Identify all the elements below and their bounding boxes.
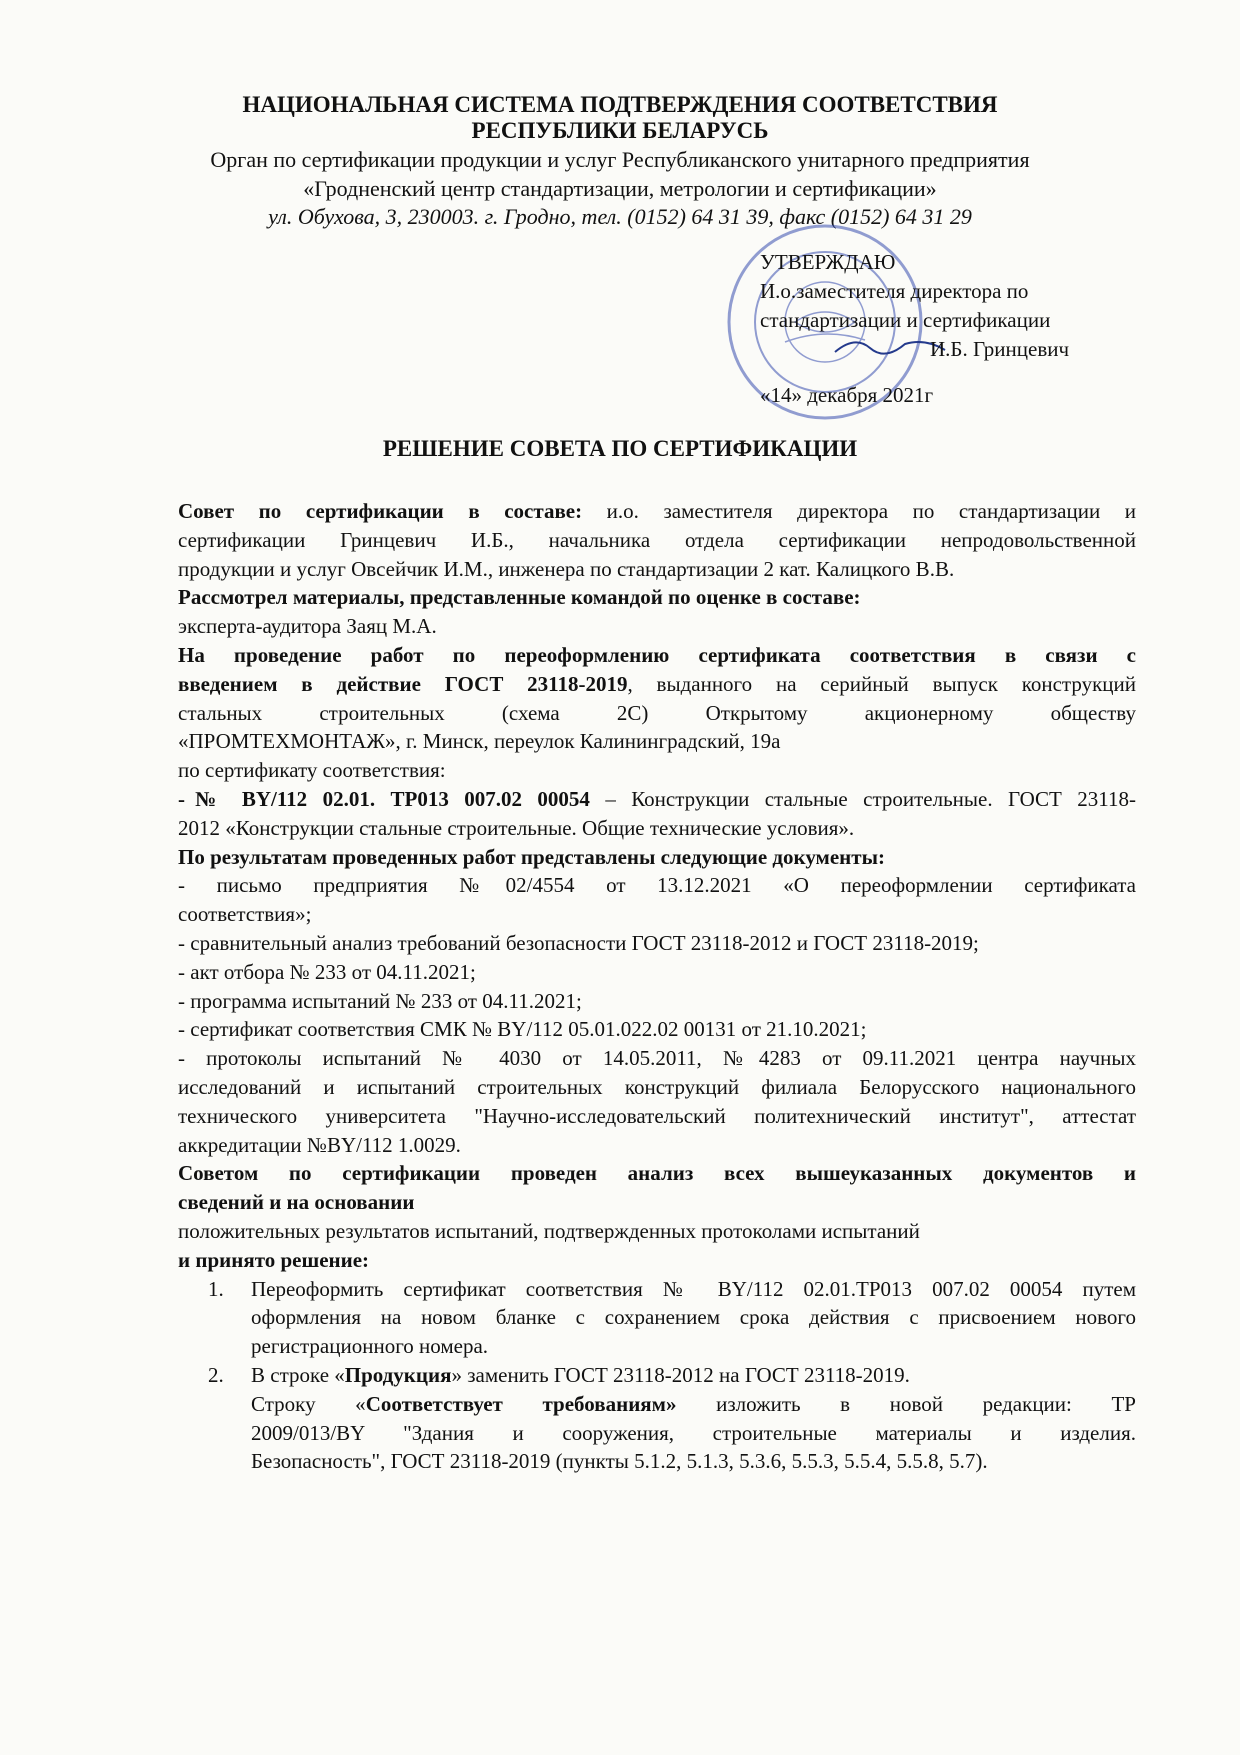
decision-item: 2. В строке «Продукция» заменить ГОСТ 23118-2012 на ГОСТ 23118-2019. — [208, 1362, 910, 1387]
work-line: по сертификату соответствия: — [178, 758, 446, 783]
document-item: - сертификат соответствия СМК № BY/112 05.01.022.02 00131 от 21.10.2021; — [178, 1017, 867, 1042]
reviewed-text: эксперта-аудитора Заяц М.А. — [178, 614, 437, 639]
decision-item-cont: 2009/013/BY "Здания и сооружения, строительные материалы и изделия. — [251, 1420, 1136, 1445]
work-line: стальных строительных (схема 2С) Открытому акционерному обществу — [178, 700, 1136, 725]
document-item: - письмо предприятия №02/4554 от 13.12.2021 «О переоформлении сертификата — [178, 873, 1136, 898]
document-item: - сравнительный анализ требований безопасности ГОСТ 23118-2012 и ГОСТ 23118-2019; — [178, 930, 979, 955]
work-line: «ПРОМТЕХМОНТАЖ», г. Минск, переулок Калининградский, 19а — [178, 729, 781, 754]
header-address: ул. Обухова, 3, 230003. г. Гродно, тел. (0152) 64 31 39, факс (0152) 64 31 29 — [268, 204, 972, 229]
approval-signer: И.Б. Гринцевич — [930, 337, 1070, 361]
document-item: - программа испытаний № 233 от 04.11.2021; — [178, 988, 582, 1013]
analysis-line: Советом по сертификации проведен анализ всех вышеуказанных документов и — [178, 1161, 1136, 1186]
decision-item: 1. Переоформить сертификат соответствия № BY/112 02.01.ТР013 007.02 00054 путем — [208, 1276, 1136, 1301]
document-item: технического университета "Научно-исследовательский политехнический институт", аттестат — [178, 1103, 1136, 1128]
analysis-line: сведений и на основании — [178, 1190, 415, 1215]
header-system-title: НАЦИОНАЛЬНАЯ СИСТЕМА ПОДТВЕРЖДЕНИЯ СООТВЕТСТВИЯ — [242, 92, 998, 117]
document-item: соответствия»; — [178, 902, 312, 927]
header-organization-name: «Гродненский центр стандартизации, метрологии и сертификации» — [303, 176, 937, 201]
document-item: - акт отбора № 233 от 04.11.2021; — [178, 959, 476, 984]
certificate-number: -№ BY/112 02.01. ТР013 007.02 00054 — [178, 786, 590, 811]
certificate-line: -№ BY/112 02.01. ТР013 007.02 00054 – Конструкции стальные строительные. ГОСТ 23118- — [178, 786, 1136, 811]
document-body — [178, 497, 1136, 1476]
document-item: - протоколы испытаний № 4030 от 14.05.2011, №4283 от 09.11.2021 центра научных — [178, 1046, 1136, 1071]
reviewed-heading: Рассмотрел материалы, представленные командой по оценке в составе: — [178, 585, 861, 610]
work-line: На проведение работ по переоформлению сертификата соответствия в связи с — [178, 642, 1136, 667]
decision-item-cont: Строку «Соответствует требованиям» изложить в новой редакции: ТР — [251, 1391, 1136, 1416]
header-organization: Орган по сертификации продукции и услуг Республиканского унитарного предприятия — [210, 147, 1030, 172]
council-line: продукции и услуг Овсейчик И.М., инженера по стандартизации 2 кат. Калицкого В.В. — [178, 556, 955, 581]
approval-position-line2: стандартизации и сертификации — [760, 308, 1051, 332]
decision-item-cont: Безопасность", ГОСТ 23118-2019 (пункты 5.1.2, 5.1.3, 5.3.6, 5.5.3, 5.5.4, 5.5.8, 5.7). — [251, 1449, 988, 1474]
document-item: аккредитации №BY/112 1.0029. — [178, 1132, 461, 1157]
header-country: РЕСПУБЛИКИ БЕЛАРУСЬ — [471, 118, 769, 143]
decision-item-cont: регистрационного номера. — [251, 1334, 489, 1359]
documents-heading: По результатам проведенных работ представлены следующие документы: — [178, 844, 885, 869]
decision-item-cont: оформления на новом бланке с сохранением срока действия с присвоением нового — [251, 1305, 1136, 1330]
approval-position-line1: И.о.заместителя директора по — [760, 279, 1029, 303]
analysis-line: и принято решение: — [178, 1247, 370, 1272]
council-lead: Совет по сертификации в составе: — [178, 499, 583, 523]
approval-date: «14» декабря 2021г — [760, 383, 934, 407]
document-title: РЕШЕНИЕ СОВЕТА ПО СЕРТИФИКАЦИИ — [382, 436, 858, 461]
approval-label: УТВЕРЖДАЮ — [760, 250, 896, 274]
council-text: и.о. заместителя директора по стандартизации и — [582, 499, 1136, 523]
work-line: введением в действие ГОСТ 23118-2019, выданного на серийный выпуск конструкций — [178, 671, 1136, 696]
document-item: исследований и испытаний строительных конструкций филиала Белорусского национального — [178, 1074, 1136, 1099]
decision-list — [178, 1275, 1136, 1390]
analysis-line: положительных результатов испытаний, подтвержденных протоколами испытаний — [178, 1218, 920, 1243]
council-line — [178, 497, 1136, 526]
council-line: сертификации Гринцевич И.Б., начальника отдела сертификации непродовольственной — [178, 527, 1136, 552]
certificate-line: 2012 «Конструкции стальные строительные. Общие технические условия». — [178, 815, 855, 840]
